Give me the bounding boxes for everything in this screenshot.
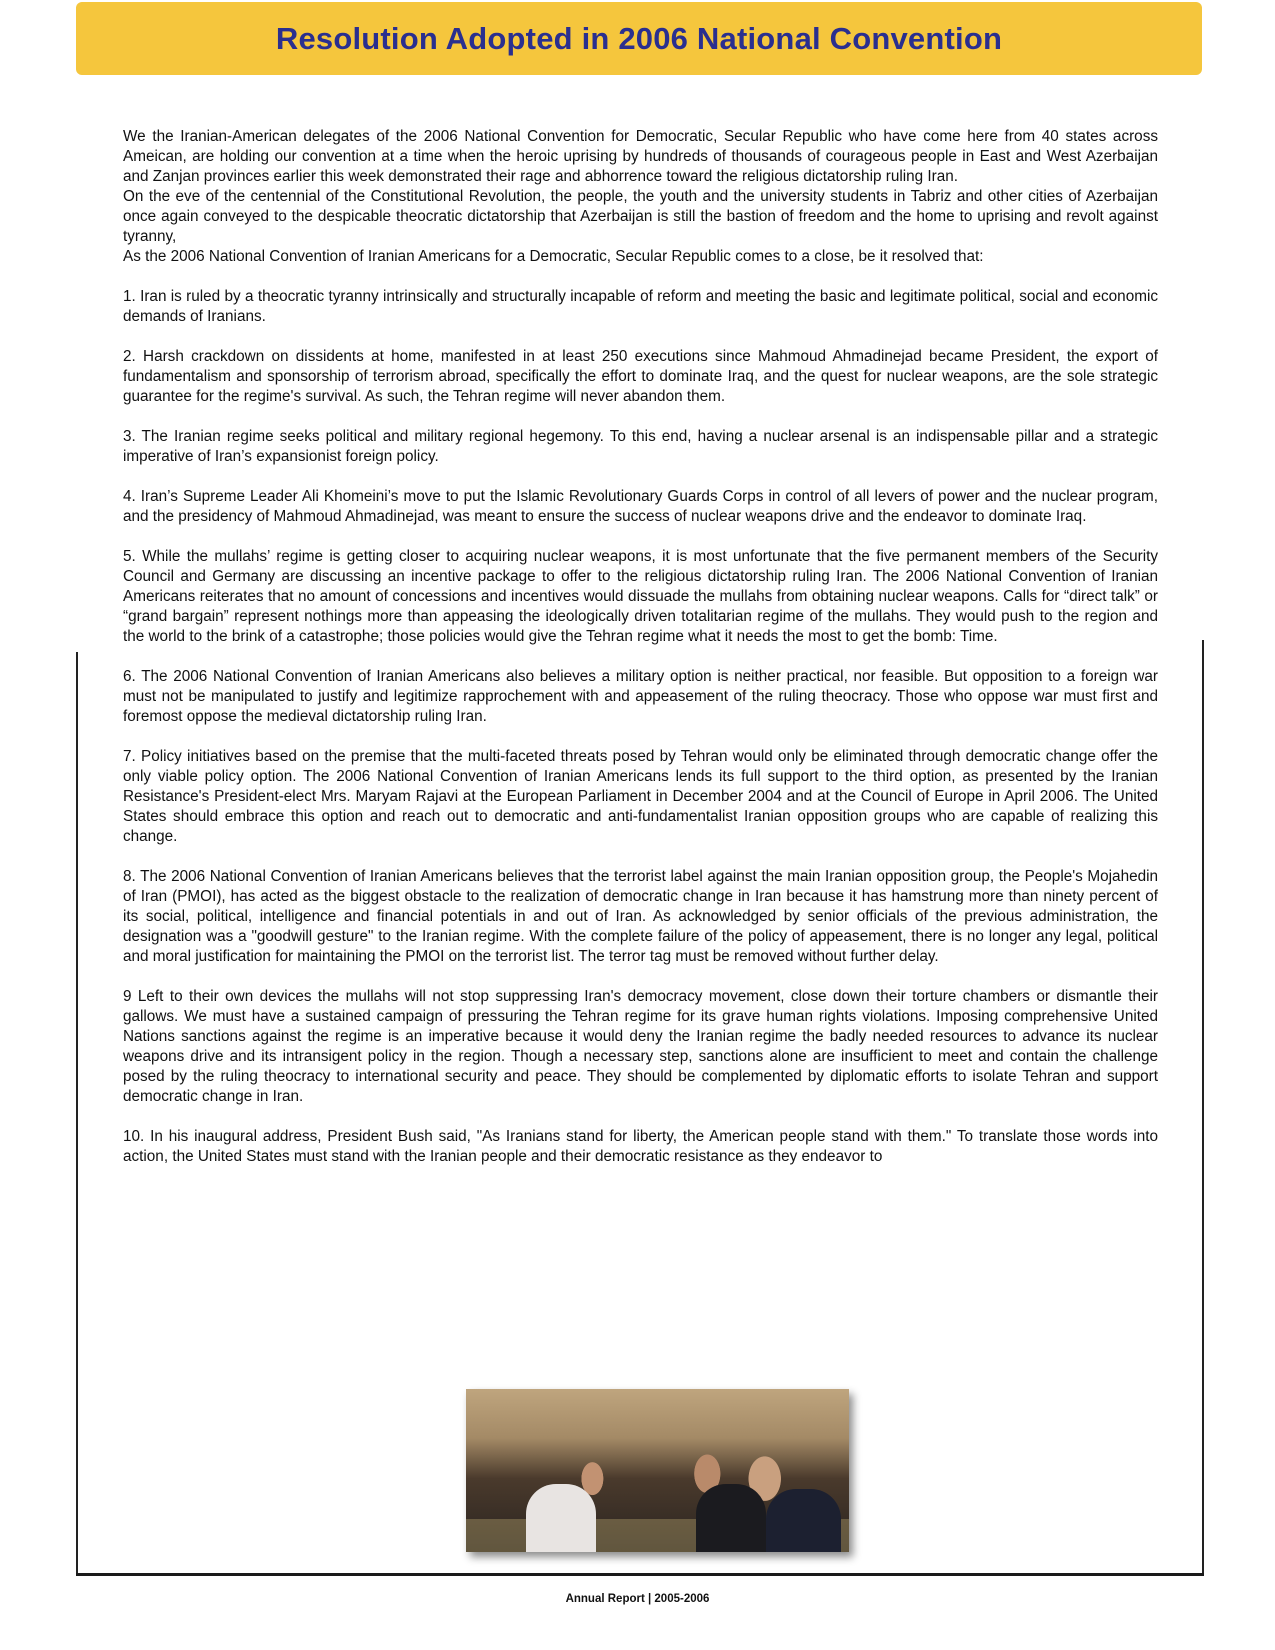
- convention-photo: [466, 1389, 849, 1552]
- resolution-item: 4. Iran’s Supreme Leader Ali Khomeini’s move to put the Islamic Revolutionary Guards Corps in control of all levers of power and the nuclear program, and the presidency of Mahmoud Ahmadinejad, was meant to ensure the success of nuclear weapons drive and the endeavor to dominate Iraq.: [123, 488, 1158, 525]
- photo-delegate: [526, 1484, 596, 1552]
- resolution-item: 2. Harsh crackdown on dissidents at home, manifested in at least 250 executions since Mahmoud Ahmadinejad became President, the export of fundamentalism and sponsorship of terrorism abroad, specifically the effort to dominate Iraq, and the quest for nuclear weapons, are the sole strategic guarantee for the regime's survival. As such, the Tehran regime will never abandon them.: [123, 348, 1158, 405]
- title-banner: [76, 2, 1202, 75]
- resolution-item: 7. Policy initiatives based on the premise that the multi-faceted threats posed by Tehran would only be eliminated through democratic change offer the only viable policy option. The 2006 National Convention of Iranian Americans lends its full support to the third option, as presented by the Iranian Resistance's President-elect Mrs. Maryam Rajavi at the European Parliament in December 2004 and at the Council of Europe in April 2006. The United States should embrace this option and reach out to democratic and anti-fundamentalist Iranian opposition groups who are capable of realizing this change.: [123, 748, 1158, 845]
- preamble-paragraph: We the Iranian-American delegates of the 2006 National Convention for Democratic, Secular Republic who have come here from 40 states across Ameican, are holding our convention at a time when the heroic uprising by hundreds of thousands of courageous people in East and West Azerbaijan and Zanjan provinces earlier this week demonstrated their rage and abhorrence toward the religious dictatorship ruling Iran.: [123, 128, 1158, 185]
- resolution-item: 8. The 2006 National Convention of Iranian Americans believes that the terrorist label against the main Iranian opposition group, the People's Mojahedin of Iran (PMOI), has acted as the biggest obstacle to the realization of democratic change in Iran because it has hamstrung more than ninety percent of its social, political, intelligence and financial potentials in and out of Iran. As acknowledged by senior officials of the previous administration, the designation was a "goodwill gesture" to the Iranian regime. With the complete failure of the policy of appeasement, there is no longer any legal, political and moral justification for maintaining the PMOI on the terrorist list. The terror tag must be removed without further delay.: [123, 868, 1158, 965]
- resolution-item: 3. The Iranian regime seeks political and military regional hegemony. To this end, having a nuclear arsenal is an indispensable pillar and a strategic imperative of Iran’s expansionist foreign policy.: [123, 428, 1158, 465]
- resolution-item: 10. In his inaugural address, President Bush said, "As Iranians stand for liberty, the American people stand with them." To translate those words into action, the United States must stand with the Iranian people and their democratic resistance as they endeavor to: [123, 1128, 1158, 1165]
- resolution-item: 1. Iran is ruled by a theocratic tyranny intrinsically and structurally incapable of reform and meeting the basic and legitimate political, social and economic demands of Iranians.: [123, 288, 1158, 325]
- preamble: [123, 127, 1158, 267]
- frame-border-right: [1202, 640, 1204, 1576]
- resolution-body: [123, 127, 1158, 1167]
- preamble-paragraph: On the eve of the centennial of the Constitutional Revolution, the people, the youth and the university students in Tabriz and other cities of Azerbaijan once again conveyed to the despicable theocratic dictatorship that Azerbaijan is still the bastion of freedom and the home to uprising and revolt against tyranny,: [123, 188, 1158, 245]
- resolution-item: 6. The 2006 National Convention of Iranian Americans also believes a military option is neither practical, nor feasible. But opposition to a foreign war must not be manipulated to justify and legitimize rapprochement with and appeasement of the ruling theocracy. Those who oppose war must first and foremost oppose the medieval dictatorship ruling Iran.: [123, 668, 1158, 725]
- photo-delegate: [766, 1489, 841, 1552]
- preamble-paragraph: As the 2006 National Convention of Iranian Americans for a Democratic, Secular Republic comes to a close, be it resolved that:: [123, 248, 984, 265]
- page-footer: Annual Report | 2005-2006: [565, 1593, 710, 1605]
- frame-border-bottom: [76, 1573, 1204, 1576]
- frame-border-left: [76, 652, 78, 1576]
- resolutions-list: [123, 287, 1158, 1167]
- resolution-item: 5. While the mullahs’ regime is getting closer to acquiring nuclear weapons, it is most unfortunate that the five permanent members of the Security Council and Germany are discussing an incentive package to offer to the religious dictatorship ruling Iran. The 2006 National Convention of Iranian Americans reiterates that no amount of concessions and incentives would dissuade the mullahs from obtaining nuclear weapons. Calls for “direct talk” or “grand bargain” represent nothings more than appeasing the ideologically driven totalitarian regime of the mullahs. They would push to the region and the world to the brink of a catastrophe; those policies would give the Tehran regime what it needs the most to get the bomb: Time.: [123, 548, 1158, 645]
- page-title: Resolution Adopted in 2006 National Convention: [275, 20, 1003, 56]
- photo-delegate: [696, 1484, 766, 1552]
- resolution-item: 9 Left to their own devices the mullahs will not stop suppressing Iran's democracy movement, close down their torture chambers or dismantle their gallows. We must have a sustained campaign of pressuring the Tehran regime for its grave human rights violations. Imposing comprehensive United Nations sanctions against the regime is an imperative because it would deny the Iranian regime the badly needed resources to advance its nuclear weapons drive and its intransigent policy in the region. Though a necessary step, sanctions alone are insufficient to meet and contain the challenge posed by the ruling theocracy to international security and peace. They should be complemented by diplomatic efforts to isolate Tehran and support democratic change in Iran.: [123, 988, 1158, 1105]
